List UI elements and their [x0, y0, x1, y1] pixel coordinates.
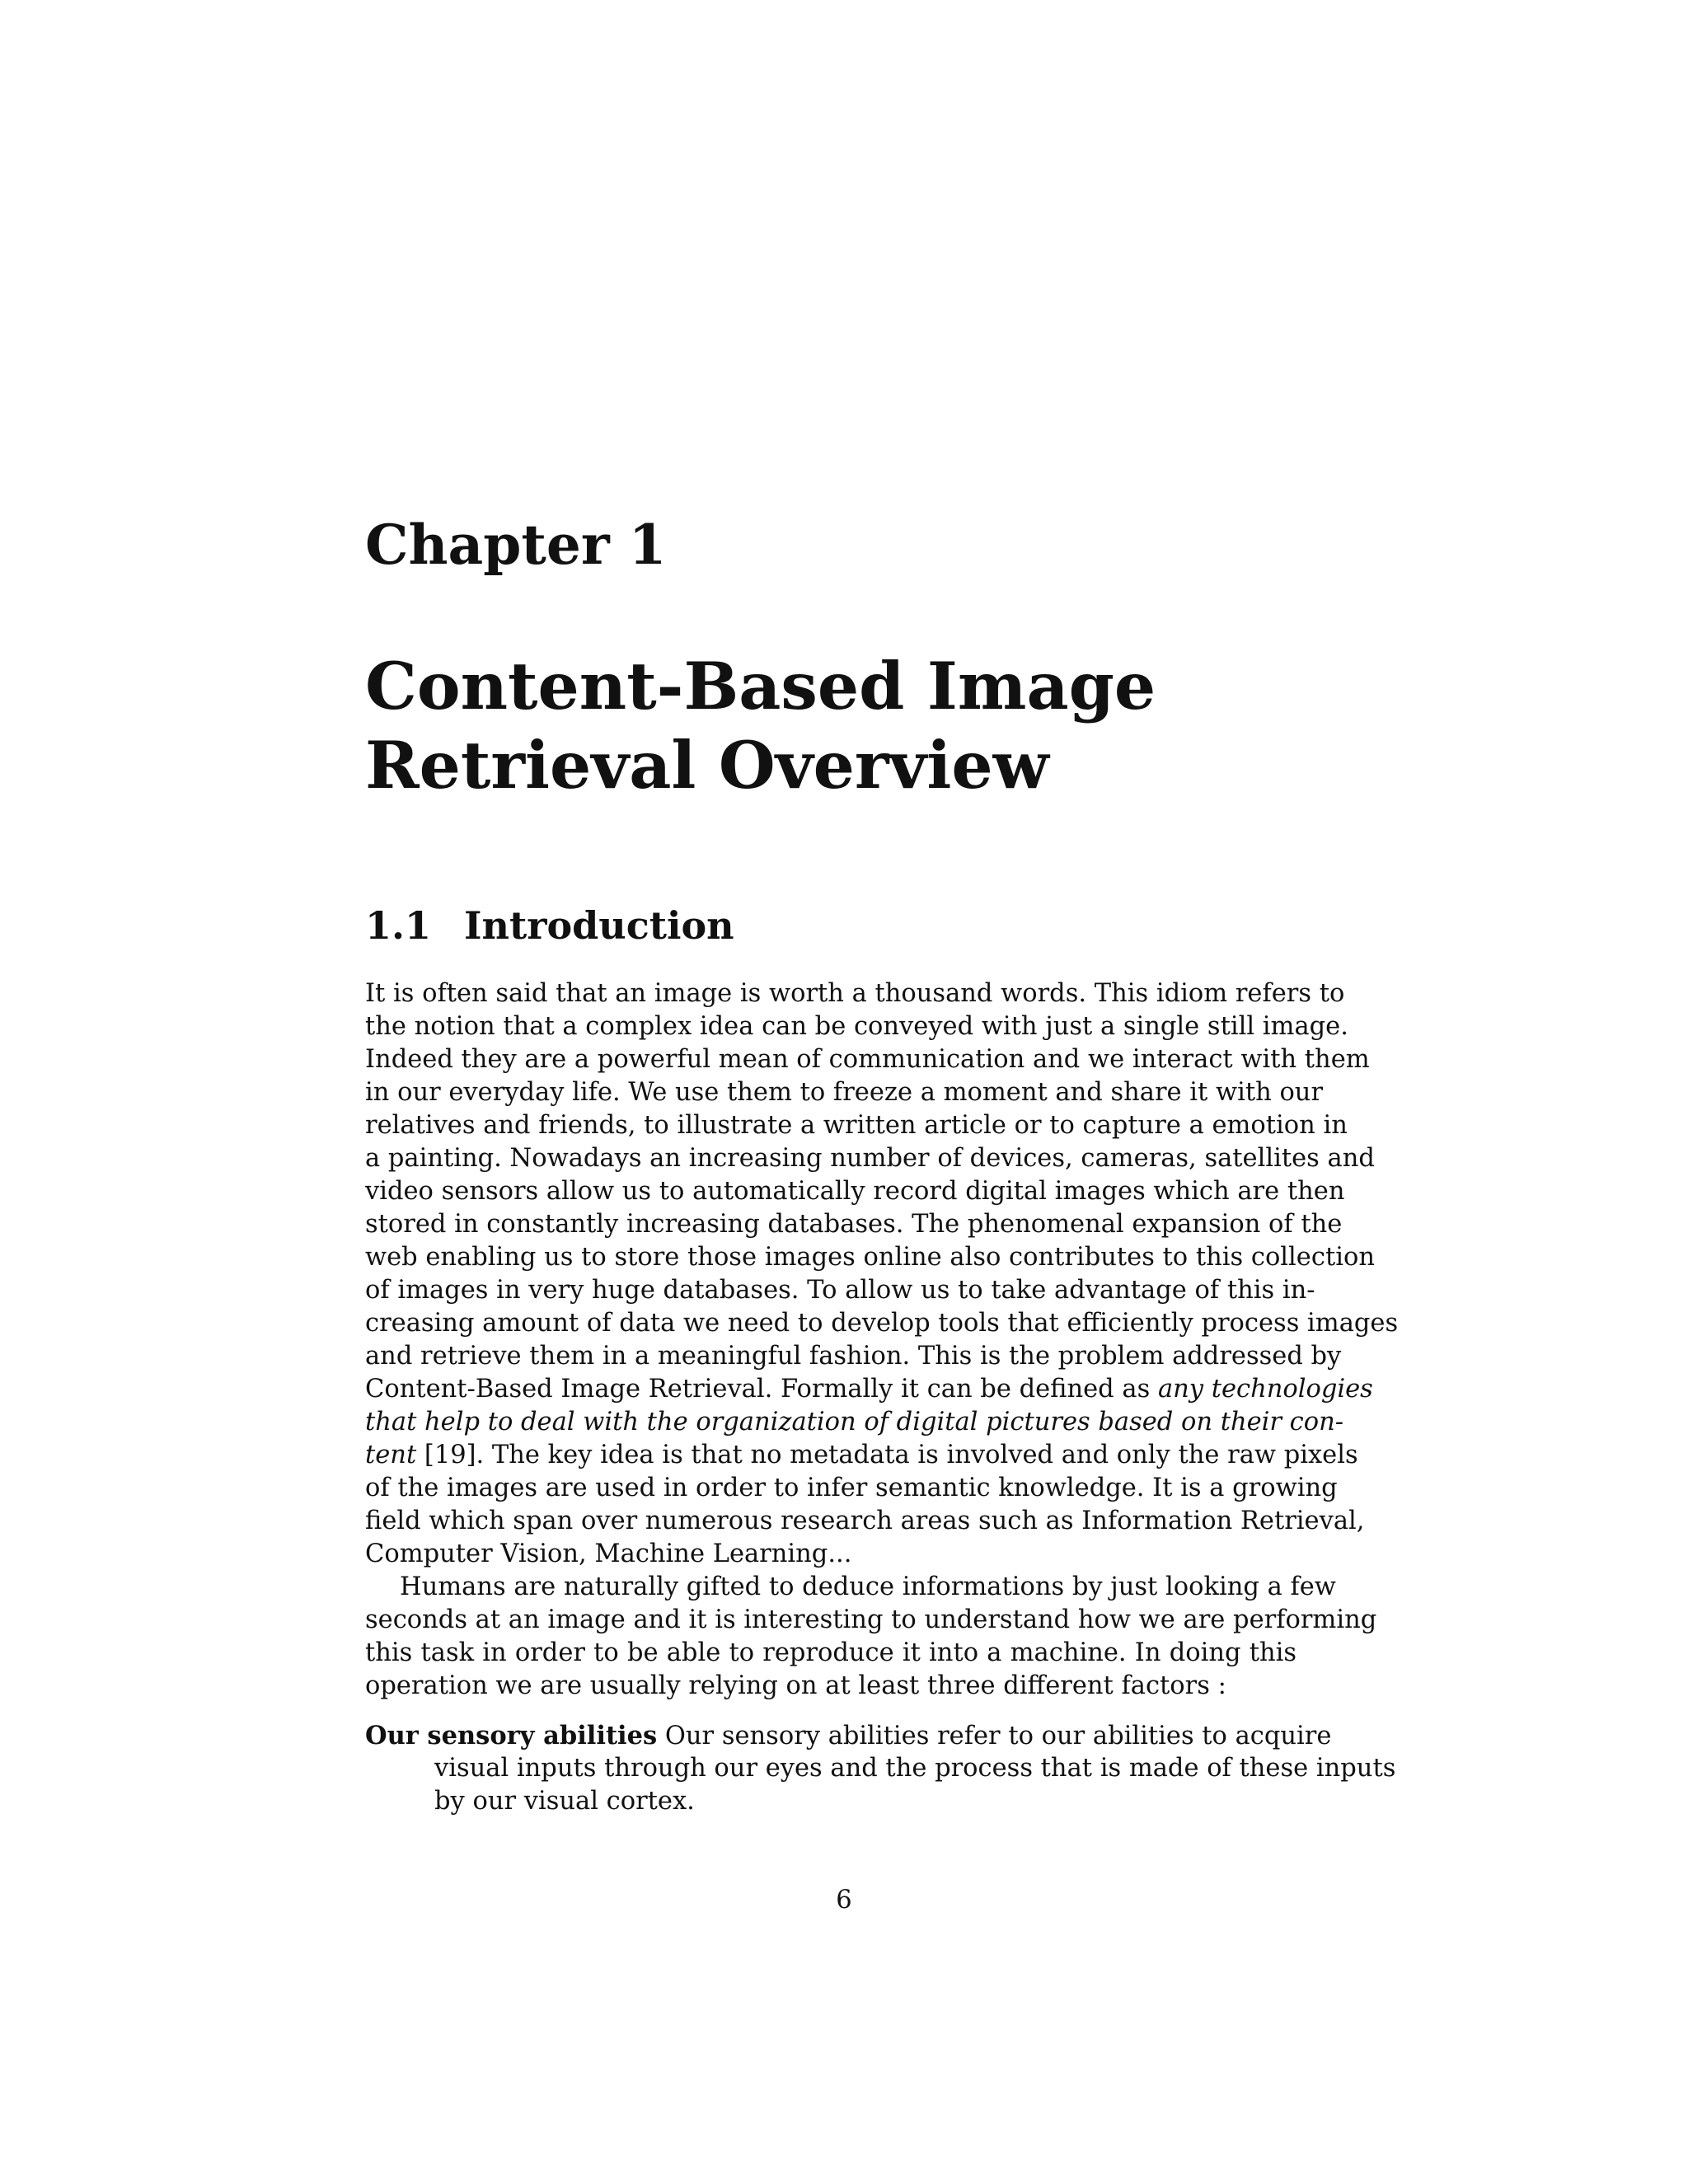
- italic-definition-line: that help to deal with the organization of digital pictures based on their con-: [365, 1408, 1344, 1436]
- text-line: Computer Vision, Machine Learning...: [365, 1540, 852, 1568]
- italic-definition: tent: [365, 1441, 417, 1469]
- text-line: of images in very huge databases. To allow us to take advantage of this in-: [365, 1276, 1315, 1305]
- text-line: relatives and friends, to illustrate a written article or to capture a emotion in: [365, 1111, 1348, 1140]
- section-number: 1.1: [365, 903, 432, 948]
- description-list-item: [365, 1719, 1396, 1818]
- text-line: Humans are naturally gifted to deduce informations by just looking a few: [400, 1572, 1336, 1601]
- text-line: seconds at an image and it is interesting to understand how we are performing: [365, 1605, 1377, 1634]
- page-number: 6: [836, 1886, 852, 1915]
- italic-definition: any technologies: [1157, 1375, 1373, 1404]
- paragraph-factors: [365, 1571, 1377, 1703]
- paragraph-introduction: [365, 977, 1399, 1571]
- text-line: this task in order to be able to reproduce it into a machine. In doing this: [365, 1638, 1296, 1667]
- text-line: the notion that a complex idea can be conveyed with just a single still image.: [365, 1012, 1348, 1041]
- text-line: [365, 1719, 1332, 1752]
- text-line: of the images are used in order to infer semantic knowledge. It is a growing: [365, 1474, 1338, 1502]
- section-title: Introduction: [464, 903, 734, 948]
- section-heading: [365, 903, 734, 948]
- text-line: video sensors allow us to automatically record digital images which are then: [365, 1177, 1345, 1206]
- text-line: [365, 1373, 1373, 1406]
- text-line: web enabling us to store those images online also contributes to this collection: [365, 1243, 1375, 1272]
- chapter-label: Chapter 1: [365, 513, 667, 577]
- chapter-title-line: Content-Based Image: [365, 648, 1156, 724]
- chapter-title-line: Retrieval Overview: [365, 727, 1049, 804]
- text-line: It is often said that an image is worth a thousand words. This idiom refers to: [365, 979, 1345, 1008]
- text-line: a painting. Nowadays an increasing number of devices, cameras, satellites and: [365, 1144, 1375, 1173]
- text-line: by our visual cortex.: [434, 1787, 695, 1816]
- text-line: in our everyday life. We use them to freeze a moment and share it with our: [365, 1078, 1324, 1107]
- text-line: creasing amount of data we need to develop tools that efficiently process images: [365, 1309, 1399, 1338]
- text-run: Content-Based Image Retrieval. Formally it can be defined as: [365, 1375, 1158, 1404]
- text-line: visual inputs through our eyes and the process that is made of these inputs: [434, 1754, 1396, 1783]
- text-line: Indeed they are a powerful mean of communication and we interact with them: [365, 1045, 1370, 1074]
- citation-text: [19]. The key idea is that no metadata is involved and only the raw pixels: [416, 1441, 1358, 1469]
- text-line: and retrieve them in a meaningful fashion. This is the problem addressed by: [365, 1342, 1342, 1371]
- text-line: [365, 1439, 1358, 1472]
- chapter-title: [365, 647, 1437, 805]
- list-definition: Our sensory abilities refer to our abilities to acquire: [657, 1722, 1332, 1750]
- list-term: Our sensory abilities: [365, 1721, 658, 1750]
- text-line: operation we are usually relying on at least three different factors :: [365, 1671, 1226, 1700]
- text-line: stored in constantly increasing databases. The phenomenal expansion of the: [365, 1210, 1343, 1239]
- text-line: field which span over numerous research areas such as Information Retrieval,: [365, 1507, 1365, 1535]
